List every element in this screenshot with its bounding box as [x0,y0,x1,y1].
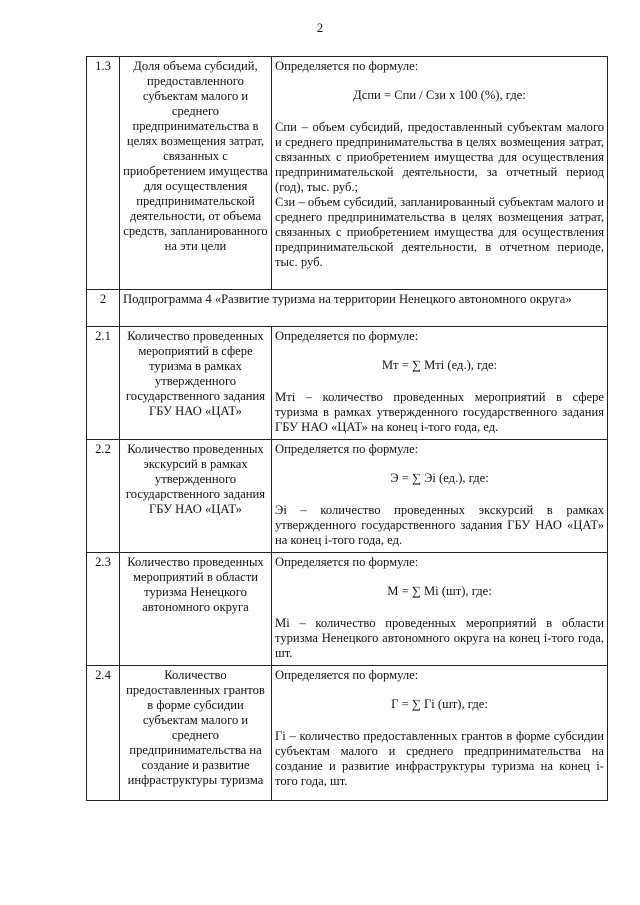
formula: Мт = ∑ Мтi (ед.), где: [381,358,498,372]
formula-intro: Определяется по формуле: [275,59,419,73]
indicator-description [272,327,608,440]
formula-definition: Сзи – объем субсидий, запланированный субъектам малого и среднего предпринимательства в целях возмещения затрат, связанных с приобретением имущества для осуществления предпринимательской деятельности, в отчетном периоде, тыс. руб. [275,195,604,269]
formula-definition: Мi – количество проведенных мероприятий в области туризма Ненецкого автономного округа на конец i-того года, шт. [275,616,604,660]
indicator-name: Доля объема субсидий, предоставленного субъектам малого и среднего предпринимательства в целях возмещения затрат, связанных с приобретением имущества для осуществления предпринимательской деятельности, от объема средств, запланированного на эти цели [120,57,272,290]
indicator-description [272,57,608,290]
row-number: 2.2 [87,440,120,553]
row-number: 1.3 [87,57,120,290]
table-row [87,327,608,440]
formula-intro: Определяется по формуле: [275,668,419,682]
formula: Г = ∑ Гi (шт), где: [391,697,488,711]
table-row-section [87,290,608,327]
indicators-table [86,56,608,801]
formula-intro: Определяется по формуле: [275,555,419,569]
indicator-name: Количество предоставленных грантов в форме субсидии субъектам малого и среднего предпринимательства на создание и развитие инфраструктуры туризма [120,666,272,801]
table-row [87,440,608,553]
row-number: 2.3 [87,553,120,666]
formula-definition: Эi – количество проведенных экскурсий в рамках утвержденного государственного задания ГБУ НАО «ЦАТ» на конец i-того года, ед. [275,503,604,547]
indicator-description [272,553,608,666]
row-number: 2 [87,290,120,327]
indicator-name: Количество проведенных мероприятий в области туризма Ненецкого автономного округа [120,553,272,666]
section-title: Подпрограмма 4 «Развитие туризма на территории Ненецкого автономного округа» [120,290,608,327]
indicator-name: Количество проведенных экскурсий в рамках утвержденного государственного задания ГБУ НАО «ЦАТ» [120,440,272,553]
row-number: 2.4 [87,666,120,801]
table-row [87,553,608,666]
indicator-description [272,440,608,553]
page-number: 2 [316,20,324,35]
formula-definition: Мтi – количество проведенных мероприятий в сфере туризма в рамках утвержденного государственного задания ГБУ НАО «ЦАТ» на конец i-того года, ед. [275,390,604,434]
formula: Дспи = Спи / Сзи х 100 (%), где: [353,88,526,102]
formula-definition: Спи – объем субсидий, предоставленный субъектам малого и среднего предпринимательства в целях возмещения затрат, связанных с приобретением имущества для осуществления предпринимательской деятельности, за отчетный период (год), тыс. руб.; [275,120,604,194]
formula-intro: Определяется по формуле: [275,329,419,343]
formula: Э = ∑ Эi (ед.), где: [390,471,489,485]
formula-definition: Гi – количество предоставленных грантов в форме субсидии субъектам малого и среднего предпринимательства на создание и развитие инфраструктуры туризма на конец i-того года, шт. [275,729,604,788]
table-row [87,666,608,801]
indicator-name: Количество проведенных мероприятий в сфере туризма в рамках утвержденного государственного задания ГБУ НАО «ЦАТ» [120,327,272,440]
indicator-description [272,666,608,801]
row-number: 2.1 [87,327,120,440]
formula: М = ∑ Мi (шт), где: [387,584,492,598]
formula-intro: Определяется по формуле: [275,442,419,456]
table-row [87,57,608,290]
